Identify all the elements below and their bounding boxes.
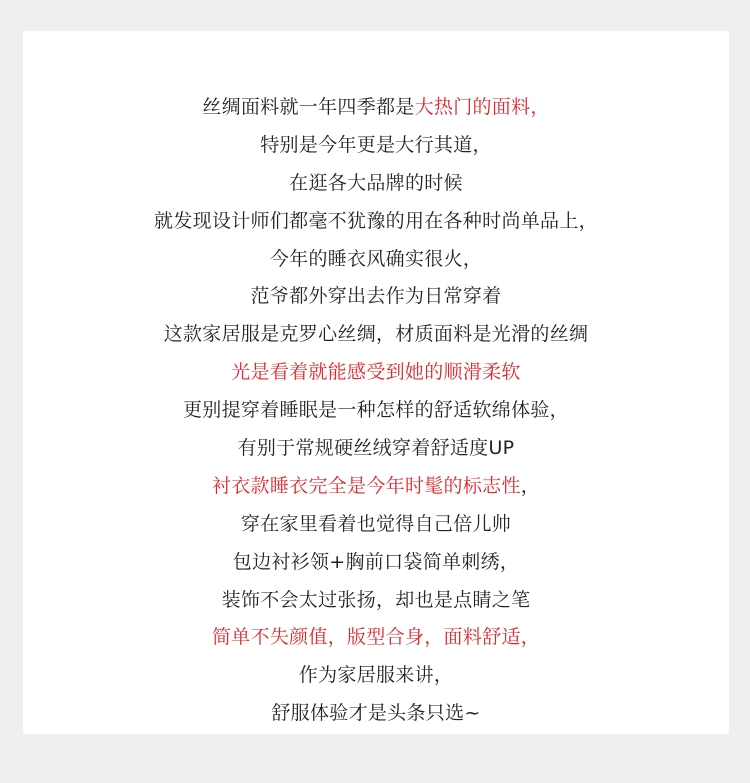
text-line	[23, 430, 729, 468]
text-line	[23, 619, 729, 657]
text-line	[23, 127, 729, 165]
text-line	[23, 544, 729, 582]
text-line	[23, 203, 729, 241]
text-line	[23, 89, 729, 127]
text-line	[23, 316, 729, 354]
line-text: 范爷都外穿出去作为日常穿着	[250, 285, 502, 308]
line-text: 作为家居服来讲，	[298, 664, 454, 687]
text-line	[23, 582, 729, 620]
line-highlight: 简单不失颜值，版型合身，面料舒适，	[211, 626, 541, 649]
line-text: 这款家居服是克罗心丝绸，材质面料是光滑的丝绸	[163, 323, 589, 346]
line-text: 更别提穿着睡眠是一种怎样的舒适软绵体验，	[182, 399, 569, 422]
line-text: 舒服体验才是头条只选~	[271, 702, 481, 725]
line-highlight: 大热门的面料，	[414, 96, 550, 118]
line-highlight: 衬衣款睡衣完全是今年时髦的标志性	[211, 474, 521, 497]
line-text: 就发现设计师们都毫不犹豫的用在各种时尚单品上，	[154, 209, 598, 232]
text-line	[23, 468, 729, 506]
line-text: 包边衬衫领+胸前口袋简单刺绣，	[232, 550, 520, 573]
line-tail: ，	[520, 474, 541, 497]
line-text: 有别于常规硬丝绒穿着舒适度UP	[237, 437, 515, 460]
text-line	[23, 241, 729, 279]
line-text: 在逛各大品牌的时候	[289, 171, 463, 194]
text-line	[23, 165, 729, 203]
text-line	[23, 392, 729, 430]
line-text: 装饰不会太过张扬，却也是点睛之笔	[221, 588, 531, 611]
line-highlight: 光是看着就能感受到她的顺滑柔软	[231, 361, 521, 384]
text-line	[23, 278, 729, 316]
text-line	[23, 506, 729, 544]
text-line	[23, 354, 729, 392]
text-block	[23, 89, 729, 733]
line-text: 今年的睡衣风确实很火，	[269, 247, 483, 270]
line-text: 特别是今年更是大行其道，	[260, 133, 492, 156]
line-text: 穿在家里看着也觉得自己倍儿帅	[240, 512, 512, 535]
content-card	[23, 31, 729, 734]
text-line	[23, 695, 729, 733]
line-text: 丝绸面料就一年四季都是	[202, 96, 415, 118]
text-line	[23, 657, 729, 695]
